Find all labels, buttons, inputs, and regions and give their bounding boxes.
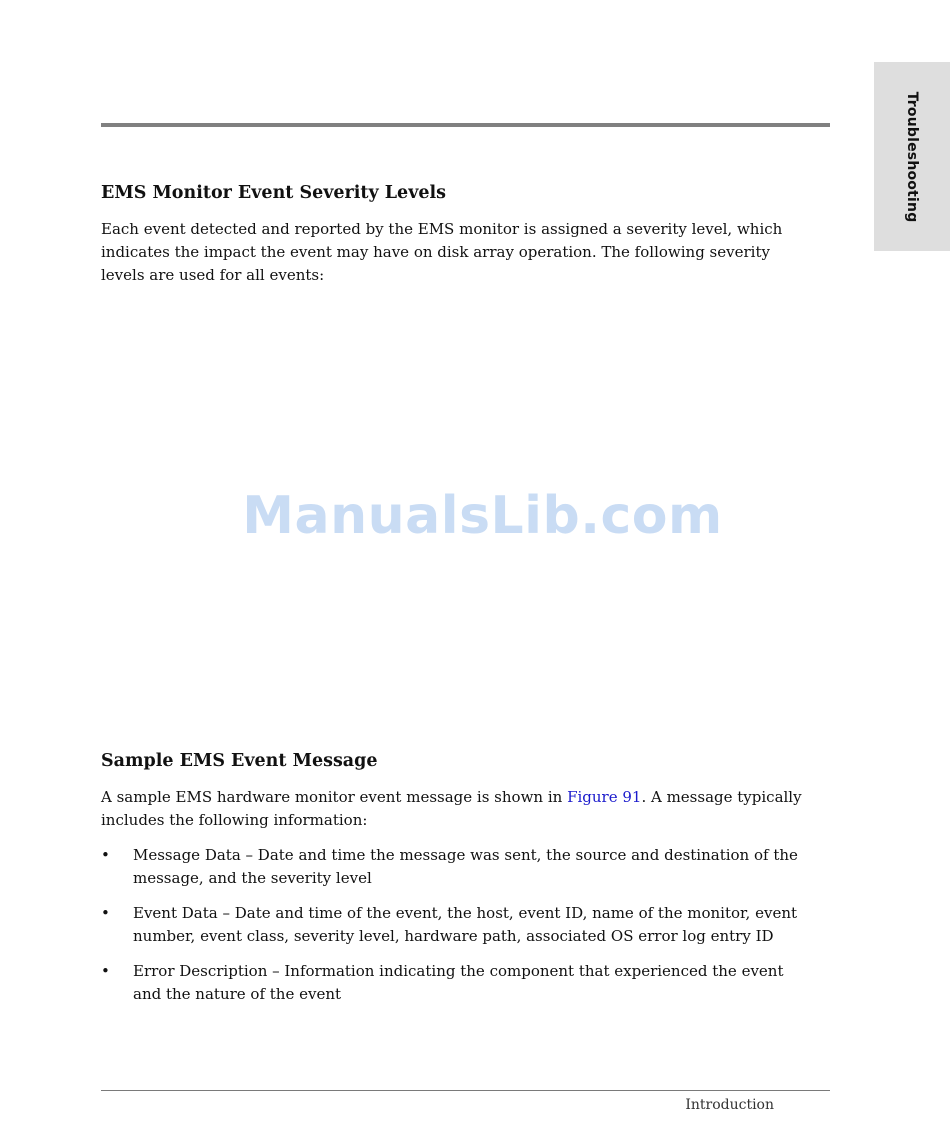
list-item-text: Error Description – Information indicating the component that experienced the event and the nature of the event: [133, 962, 784, 1003]
list-item: [101, 960, 806, 1006]
severity-levels-paragraph: Each event detected and reported by the EMS monitor is assigned a severity level, which indicates the impact the event may have on disk array operation. The following severity levels are used for all events:: [101, 220, 783, 284]
bullet-icon: •: [101, 846, 110, 864]
message-contents-list: [101, 844, 806, 1018]
chapter-side-tab[interactable]: [874, 62, 950, 251]
footer-rule: [101, 1090, 830, 1091]
list-item: [101, 902, 806, 948]
list-item-text: Event Data – Date and time of the event, the host, event ID, name of the monitor, event number, event class, severity level, hardware path, associated OS error log entry ID: [133, 904, 798, 945]
section-heading-sample-message: Sample EMS Event Message: [101, 751, 378, 771]
header-rule: [101, 123, 830, 127]
intro-text-after-link: . A message typically includes the following information:: [101, 788, 802, 829]
intro-text-before-link: A sample EMS hardware monitor event message is shown in: [101, 788, 568, 806]
sample-message-paragraph: [101, 786, 806, 832]
chapter-side-tab-label: Troubleshooting: [904, 91, 920, 223]
watermark-text: ManualsLib.com: [242, 486, 723, 546]
list-item: [101, 844, 806, 890]
bullet-icon: •: [101, 962, 110, 980]
list-item-text: Message Data – Date and time the message was sent, the source and destination of the message, and the severity level: [133, 846, 798, 887]
footer-section-name: Introduction: [685, 1097, 774, 1113]
section-heading-severity-levels: EMS Monitor Event Severity Levels: [101, 183, 446, 203]
figure-91-link[interactable]: Figure 91: [567, 788, 642, 806]
bullet-icon: •: [101, 904, 110, 922]
